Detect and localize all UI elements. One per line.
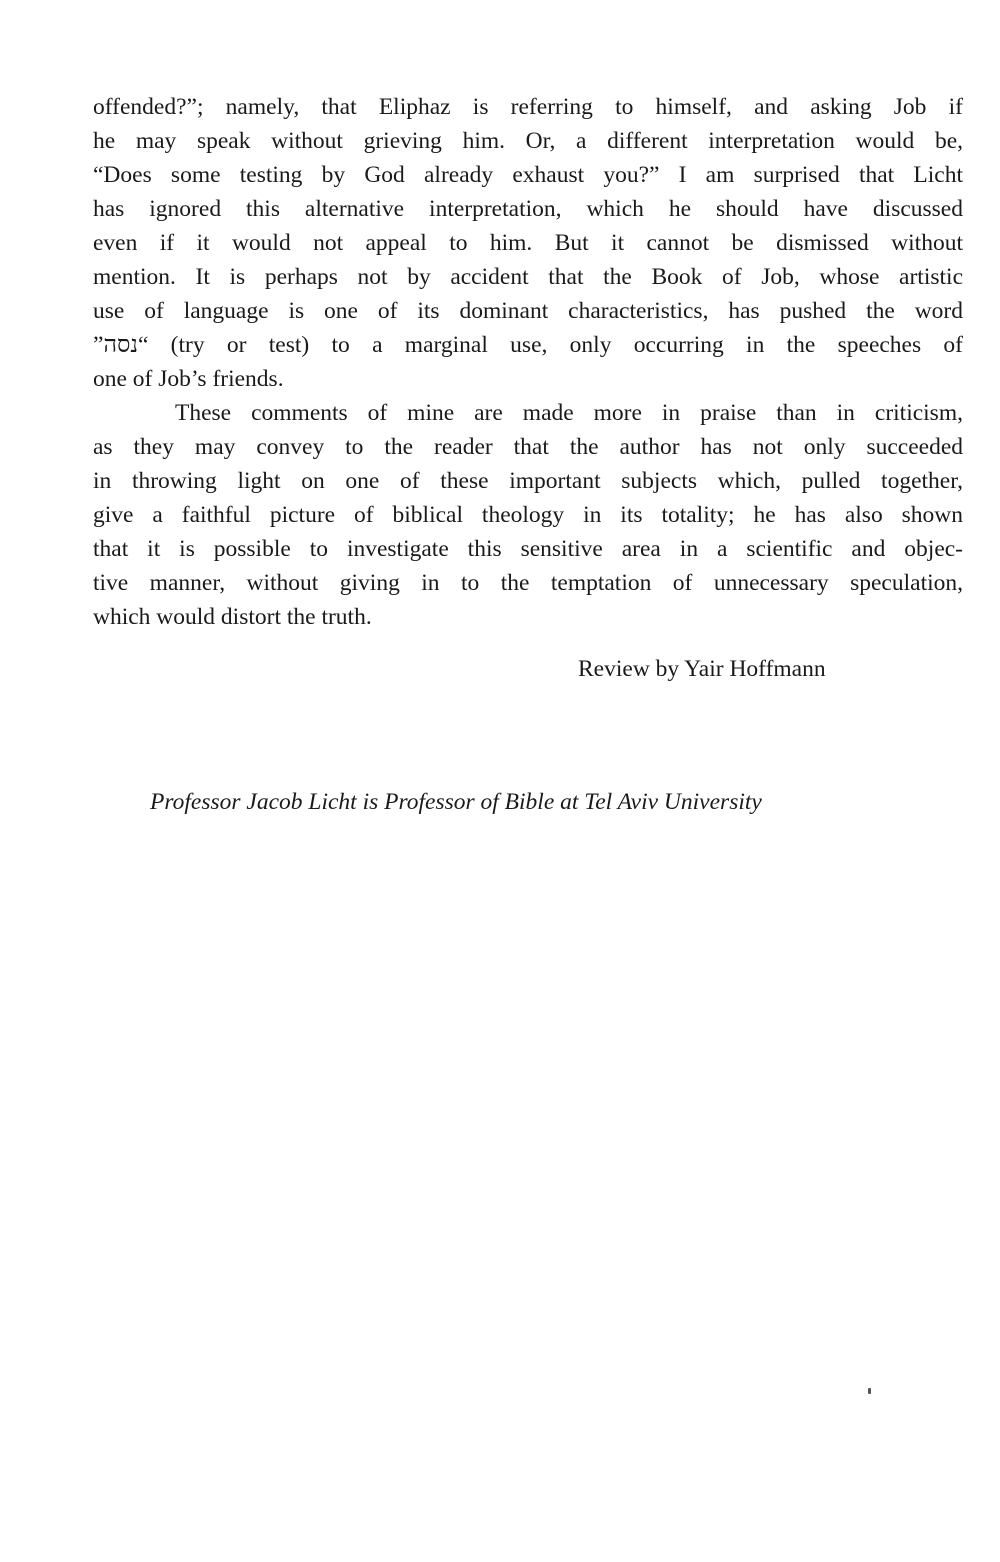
text-line: he may speak without grieving him. Or, a different interpretation would be, — [93, 128, 963, 154]
text-line: mention. It is perhaps not by accident that the Book of Job, whose artistic — [93, 264, 963, 290]
text-line: in throwing light on one of these important subjects which, pulled together, — [93, 468, 963, 494]
review-body — [93, 90, 963, 634]
author-bio-note: Professor Jacob Licht is Professor of Bible at Tel Aviv University — [150, 789, 762, 815]
text-line: “Does some testing by God already exhaust you?” I am surprised that Licht — [93, 162, 963, 188]
paragraph-start-line: These comments of mine are made more in praise than in criticism, — [175, 400, 963, 426]
print-speck — [868, 1388, 871, 1394]
text-line-hebrew-word: ”נסה“ (try or test) to a marginal use, only occurring in the speeches of — [93, 332, 963, 358]
reviewer-signature: Review by Yair Hoffmann — [578, 656, 826, 682]
text-line: tive manner, without giving in to the temptation of unnecessary speculation, — [93, 570, 963, 596]
text-line: offended?”; namely, that Eliphaz is referring to himself, and asking Job if — [93, 94, 963, 120]
text-line: even if it would not appeal to him. But it cannot be dismissed without — [93, 230, 963, 256]
text-line: which would distort the truth. — [93, 604, 372, 630]
text-line: has ignored this alternative interpretation, which he should have discussed — [93, 196, 963, 222]
text-line: one of Job’s friends. — [93, 366, 284, 392]
text-line: that it is possible to investigate this sensitive area in a scientific and objec- — [93, 536, 963, 562]
text-line: as they may convey to the reader that the author has not only succeeded — [93, 434, 963, 460]
text-line: give a faithful picture of biblical theology in its totality; he has also shown — [93, 502, 963, 528]
text-line: use of language is one of its dominant characteristics, has pushed the word — [93, 298, 963, 324]
